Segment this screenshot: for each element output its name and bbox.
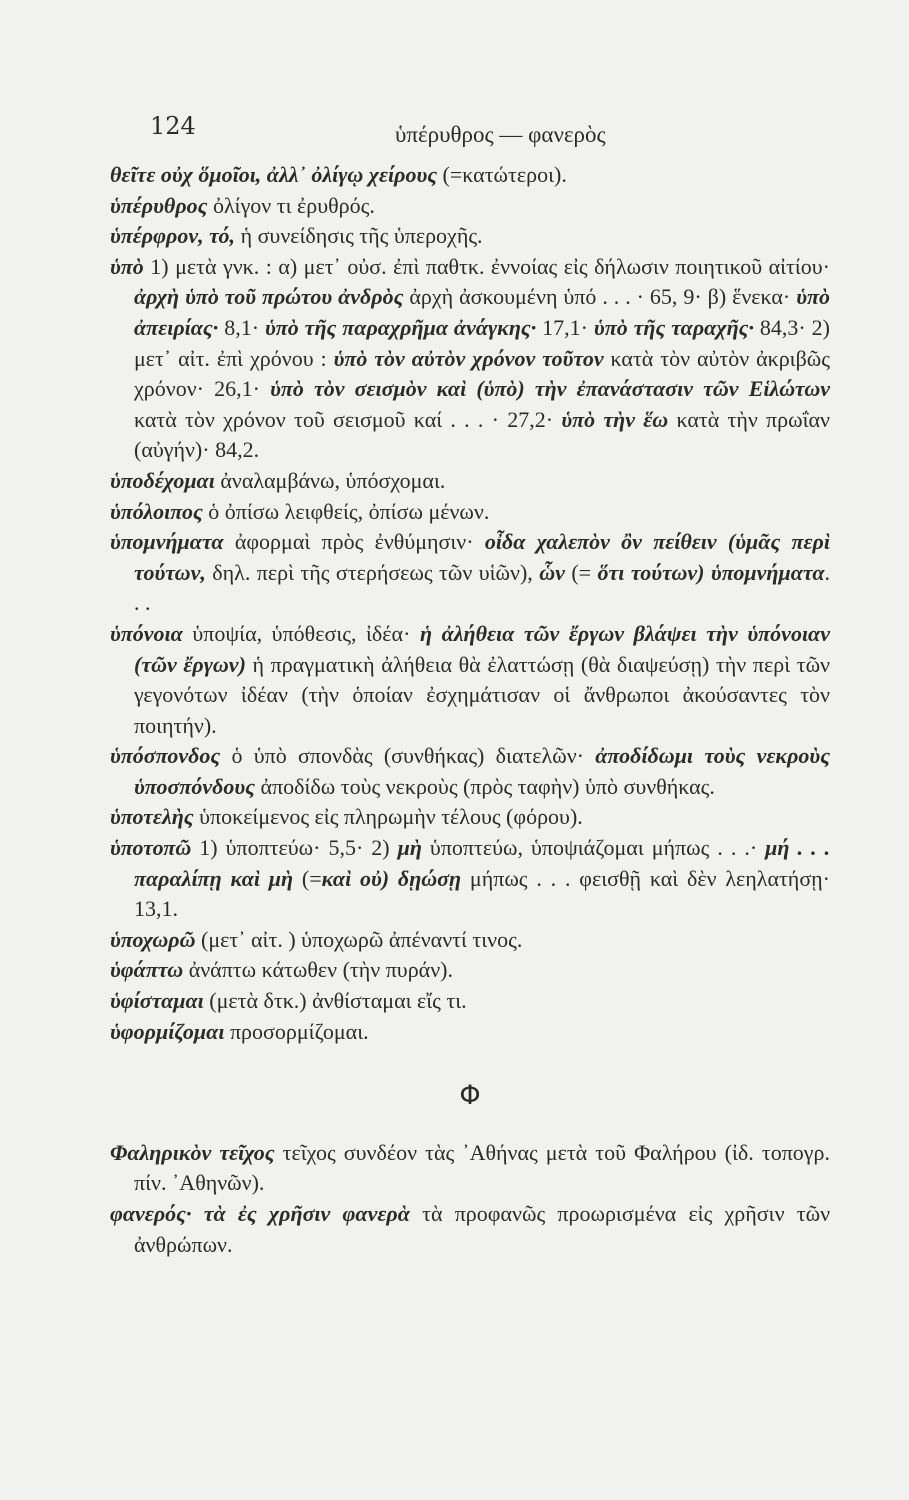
dictionary-entry [110,466,830,497]
dictionary-entry [110,191,830,222]
entry-lemma: ὑπὸ [110,253,144,279]
entry-lemma: ὑπομνήματα [110,529,224,555]
continued-entry [110,160,830,191]
quote-phrase: καὶ οὐ) δῃώσῃ [321,865,462,891]
dictionary-entry [110,221,830,252]
entry-definition: ἡ πραγματικὴ ἀλήθεια θὰ ἐλαττώσῃ (θὰ διαψεύσῃ) τὴν περὶ τῶν γεγονότων ἰδέαν (τὴν ὁποίαν ἐσχημάτισαν οἱ ἄνθρωποι ἀκούσαντες τὸν ποιητήν). [134,651,831,738]
entry-lemma: ὑπόνοια [110,620,183,646]
entry-lemma: ὑποτοπῶ [110,835,192,861]
dictionary-entry [110,955,830,986]
section-letter: Φ [459,1080,481,1112]
dictionary-entry [110,1199,830,1260]
entry-definition: . . . [134,559,831,616]
entry-definition: ἀρχὴ ἀσκουμένη ὑπό . . . · 65, 9· β) ἕνεκα· [403,284,797,310]
entry-lemma: ὑφορμίζομαι [110,1018,225,1044]
running-head: ὑπέρυθρος — φανερὸς [395,122,606,147]
dictionary-entry [110,619,830,741]
entry-definition [191,1201,203,1226]
entry-lemma: Φαληρικὸν τεῖχος [110,1139,275,1165]
entry-definition: κατὰ τὸν αὐτὸν ἀκριβῶς χρόνον· 26,1· [134,345,830,402]
entry-definition: ὑποψία, ὑπόθεσις, ἰδέα· [182,620,420,646]
dictionary-entry [110,1138,830,1199]
entry-definition: 1) ὑποπτεύω· 5,5· 2) [191,835,398,861]
entry-definition: (= [564,559,598,585]
entry-definition: 17,1· [536,314,594,340]
entry-definition: ὑποκείμενος εἰς πληρωμὴν τέλους (φόρου). [193,804,583,830]
entry-lemma: ὑπέρυθρος [110,192,208,218]
gloss-text: (=κατώτεροι). [437,162,567,187]
entry-lemma: ὑπέρφρον, τό, [110,223,236,249]
entry-definition: ἀναλαμβάνω, ὑπόσχομαι. [214,467,446,493]
quote-phrase: ὧν [539,559,565,585]
entry-lemma: ὑφάπτω [110,957,184,983]
phi-entry-list [110,1138,830,1260]
quote-phrase: μή . . . παραλίπῃ καὶ μὴ [134,835,830,891]
page-number: 124 [150,112,196,140]
entry-lemma: ὑπόσπονδος [110,743,221,769]
entry-lemma: ὑφίσταμαι [110,988,204,1014]
entry-definition: ὁ ὀπίσω λειφθείς, ὀπίσω μένων. [202,498,490,524]
quote-phrase: ὑπὸ τὸν σεισμὸν καὶ (ὑπὸ) τὴν ἐπανάστασιν τῶν Εἱλώτων [270,376,830,402]
dictionary-entry [110,1017,830,1048]
quote-phrase: ὅτι τούτων) ὑπομνήματα [597,559,825,585]
entry-definition: (= [293,865,322,891]
entry-definition: 8,1· [218,314,265,340]
quote-phrase: ὑπὸ ἀπειρίας· [134,284,830,340]
entry-definition: προσορμίζομαι. [224,1018,369,1044]
entry-lemma: ὑποχωρῶ [110,926,196,952]
entry-definition: τεῖχος συνδέον τὰς ᾽Αθήνας μετὰ τοῦ Φαλήρου (ἰδ. τοπογρ. πίν. ᾽Αθηνῶν). [134,1139,830,1196]
entry-definition: 84,3· 2) μετ᾽ αἰτ. ἐπὶ χρόνου : [134,314,830,371]
entry-definition: ἀποδίδω τοὺς νεκροὺς (πρὸς ταφὴν) ὑπὸ συνθήκας. [254,773,715,799]
entry-definition: ἀφορμαὶ πρὸς ἐνθύμησιν· [223,529,485,555]
dictionary-entry [110,802,830,833]
entry-definition: (μετὰ δτκ.) ἀνθίσταμαι εἴς τι. [203,988,467,1014]
quote-phrase: οἶδα χαλεπὸν ὂν πείθειν (ὑμᾶς περὶ τούτων, [134,529,830,585]
quote-phrase: ὑπὸ τὴν ἕω [561,406,669,432]
quote-phrase: θεῖτε οὐχ ὅμοῖοι, ἀλλ᾽ ὀλίγῳ χείρους [110,162,438,187]
entry-lemma: ὑποδέχομαι [110,467,215,493]
entry-definition: ἡ συνείδησις τῆς ὑπεροχῆς. [235,223,483,249]
entry-list [110,191,830,1048]
quote-phrase: ὑπὸ τῆς παραχρῆμα ἀνάγκης· [264,314,537,340]
dictionary-entry [110,833,830,925]
entry-lemma: ὑπόλοιπος [110,498,203,524]
quote-phrase: ὑπὸ τὸν αὐτὸν χρόνον τοῦτον [333,345,604,371]
entry-lemma: ὑποτελὴς [110,804,194,830]
entry-definition: δηλ. περὶ τῆς στερήσεως τῶν υἱῶν), [205,559,540,585]
quote-phrase: ὑπὸ τῆς ταραχῆς· [593,314,754,340]
entry-definition: ὁ ὑπὸ σπονδὰς (συνθήκας) διατελῶν· [220,743,596,769]
quote-phrase: τὰ ἐς χρῆσιν φανερὰ [203,1201,410,1226]
dictionary-entry [110,497,830,528]
entry-definition: ἀνάπτω κάτωθεν (τὴν πυράν). [183,957,453,983]
entry-definition: 1) μετὰ γνκ. : α) μετ᾽ οὐσ. ἐπὶ παθτκ. ἐννοίας εἰς δήλωσιν ποιητικοῦ αἰτίου· [143,253,830,279]
entry-definition: κατὰ τὴν πρωΐαν (αὐγήν)· 84,2. [134,406,830,463]
quote-phrase: μὴ [397,835,422,861]
quote-phrase: ἀρχὴ ὑπὸ τοῦ πρώτου ἀνδρὸς [134,284,404,310]
dictionary-entry [110,986,830,1017]
quote-phrase: ἀποδίδωμι τοὺς νεκροὺς ὑποσπόνδους [134,743,831,799]
quote-phrase: ἡ ἀλήθεια τῶν ἔργων βλάψει τὴν ὑπόνοιαν (τῶν ἔργων) [134,620,830,677]
entry-definition: μήπως . . . φεισθῇ καὶ δὲν λεηλατήσῃ· 13,1. [134,865,831,922]
entry-definition: ὀλίγον τι ἐρυθρός. [207,192,375,218]
dictionary-body [110,160,830,1260]
entry-definition: ὑποπτεύω, ὑποψιάζομαι μήπως . . .· [421,835,766,861]
entry-lemma: φανερός· [110,1201,192,1226]
entry-definition: (μετ᾽ αἰτ. ) ὑποχωρῶ ἀπέναντί τινος. [195,926,523,952]
entry-definition: τὰ προφανῶς προωρισμένα εἰς χρῆσιν τῶν ἀνθρώπων. [134,1201,831,1257]
dictionary-entry [110,527,830,619]
dictionary-entry [110,252,830,466]
dictionary-entry [110,741,830,802]
dictionary-entry [110,925,830,956]
entry-definition: κατὰ τὸν χρόνον τοῦ σεισμοῦ καί . . . · 27,2· [134,406,562,432]
